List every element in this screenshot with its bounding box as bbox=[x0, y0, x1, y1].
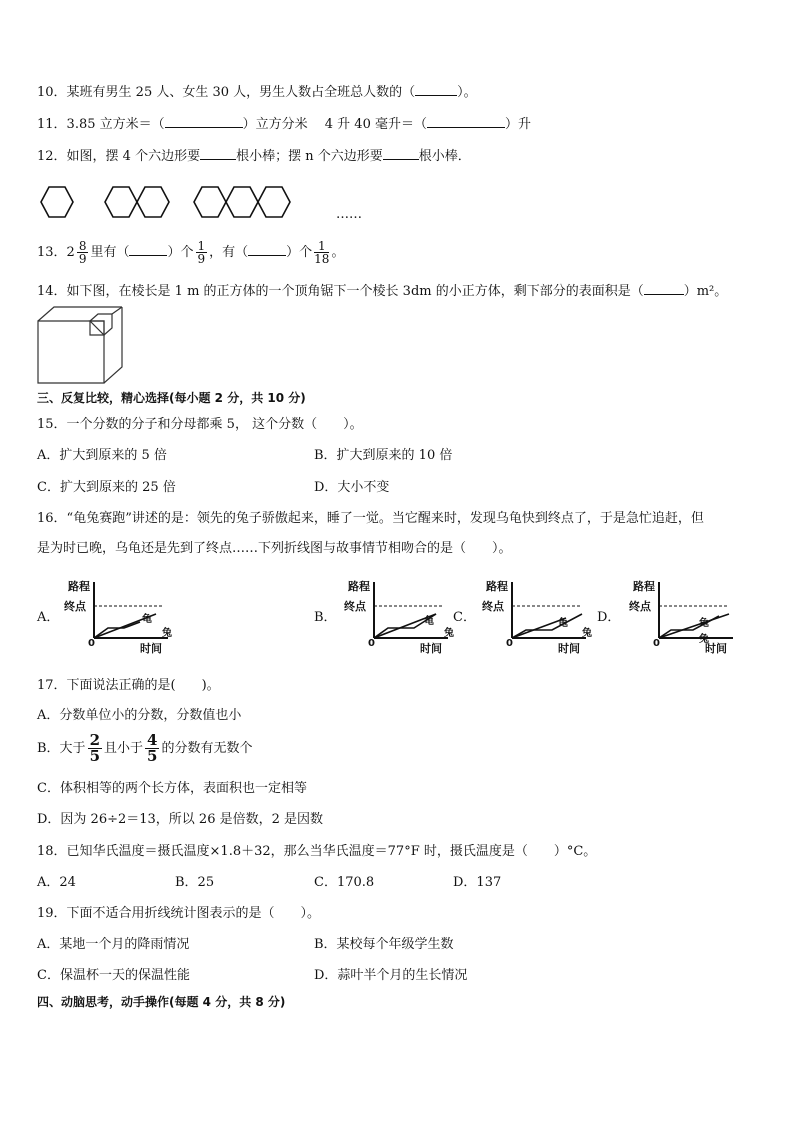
option-c[interactable]: C．170.8 bbox=[314, 875, 375, 890]
answer-blank[interactable] bbox=[200, 146, 236, 160]
fraction: $\frac{2}{5}$ bbox=[89, 731, 100, 765]
option-c[interactable]: C．保温杯一天的保温性能 bbox=[37, 968, 190, 983]
origin-label: 0 bbox=[506, 638, 513, 649]
option-b[interactable]: B．扩大到原来的 10 倍 bbox=[314, 448, 453, 463]
rabbit-label: 兔 bbox=[162, 628, 172, 639]
turtle-label: 龟 bbox=[142, 614, 152, 625]
hexagon-2b bbox=[137, 187, 169, 217]
option-a[interactable]: A．扩大到原来的 5 倍 bbox=[37, 448, 167, 463]
option-d[interactable]: D．因为 26÷2＝13，所以 26 是倍数，2 是因数 bbox=[37, 812, 324, 827]
origin-label: 0 bbox=[368, 638, 375, 649]
answer-blank[interactable] bbox=[248, 242, 286, 256]
x-axis-label: 时间 bbox=[558, 642, 580, 655]
hexagon-3b bbox=[226, 187, 258, 217]
y-axis-label: 路程 bbox=[486, 580, 508, 593]
x-axis-label: 时间 bbox=[420, 642, 442, 655]
rabbit-label: 兔 bbox=[582, 628, 592, 639]
answer-blank[interactable] bbox=[427, 114, 505, 128]
answer-blank[interactable] bbox=[129, 242, 167, 256]
option-d[interactable]: D．137 bbox=[453, 875, 502, 890]
question-12: 12．如图，摆 4 个六边形要 根小棒；摆 n 个六边形要 根小棒． bbox=[37, 146, 471, 166]
answer-blank[interactable] bbox=[383, 146, 419, 160]
x-axis-label: 时间 bbox=[705, 642, 727, 655]
section-4-heading: 四、动脑思考，动手操作(每题 4 分，共 8 分) bbox=[37, 995, 286, 1009]
option-c[interactable]: C．扩大到原来的 25 倍 bbox=[37, 480, 176, 495]
origin-label: 0 bbox=[88, 638, 95, 649]
question-11: 11．3.85 立方米＝（ ）立方分米 4 升 40 毫升＝（ ）升 bbox=[37, 114, 531, 134]
notch-front bbox=[90, 321, 104, 335]
finish-label: 终点 bbox=[344, 600, 366, 613]
rabbit-label: 兔 bbox=[444, 628, 454, 639]
turtle-label: 龟 bbox=[699, 618, 709, 629]
story-graph-a bbox=[60, 578, 170, 658]
cube-front bbox=[38, 321, 104, 383]
story-graph-c bbox=[478, 578, 592, 658]
option-b[interactable]: B．大于 $\frac{2}{5}$ 且小于 $\frac{4}{5}$ 的分数有无数个 bbox=[37, 731, 253, 765]
y-axis-label: 路程 bbox=[633, 580, 655, 593]
question-13: 13．2 $\frac{8}{9}$ 里有（ ）个 $\frac{1}{9}$ ，有（ ）个 $\frac{1}{18}$ 。 bbox=[37, 239, 345, 266]
fraction: $\frac{4}{5}$ bbox=[147, 731, 158, 765]
option-a-label[interactable]: A． bbox=[37, 610, 60, 625]
hexagon-2a bbox=[105, 187, 137, 217]
y-axis-label: 路程 bbox=[68, 580, 90, 593]
hexagon-3a bbox=[194, 187, 226, 217]
answer-blank[interactable] bbox=[415, 82, 457, 96]
option-a[interactable]: A．24 bbox=[37, 875, 76, 890]
finish-label: 终点 bbox=[482, 600, 504, 613]
option-b[interactable]: B．25 bbox=[175, 875, 215, 890]
option-c[interactable]: C．体积相等的两个长方体，表面积也一定相等 bbox=[37, 781, 307, 796]
finish-label: 终点 bbox=[629, 600, 651, 613]
fraction: $\frac{1}{18}$ bbox=[314, 239, 330, 266]
turtle-label: 龟 bbox=[424, 616, 434, 627]
question-18: 18．已知华氏温度＝摄氏温度×1.8＋32，那么当华氏温度＝77°F 时，摄氏温度是（ ）°C。 bbox=[37, 844, 597, 859]
option-d-label[interactable]: D． bbox=[597, 610, 621, 625]
story-graph-d bbox=[625, 578, 735, 658]
option-b[interactable]: B．某校每个年级学生数 bbox=[314, 937, 454, 952]
rabbit-label: 兔 bbox=[699, 634, 709, 645]
ellipsis: …… bbox=[336, 207, 362, 222]
option-b-label[interactable]: B． bbox=[314, 610, 337, 625]
story-graph-b bbox=[340, 578, 454, 658]
turtle-line bbox=[659, 614, 729, 638]
question-16-line2: 是为时已晚，乌龟还是先到了终点……下列折线图与故事情节相吻合的是（ ）。 bbox=[37, 541, 512, 556]
option-d[interactable]: D．蒜叶半个月的生长情况 bbox=[314, 968, 468, 983]
question-16-line1: 16．“龟兔赛跑”讲述的是：领先的兔子骄傲起来，睡了一觉。当它醒来时，发现乌龟快到终点了，于是急忙追赶，但 bbox=[37, 511, 704, 526]
option-d[interactable]: D．大小不变 bbox=[314, 480, 390, 495]
question-19: 19．下面不适合用折线统计图表示的是（ ）。 bbox=[37, 906, 321, 921]
hexagon-figure bbox=[36, 178, 366, 226]
y-axis-label: 路程 bbox=[348, 580, 370, 593]
finish-label: 终点 bbox=[64, 600, 86, 613]
question-10: 10．某班有男生 25 人、女生 30 人，男生人数占全班总人数的（ ）。 bbox=[37, 82, 477, 102]
fraction: $\frac{8}{9}$ bbox=[78, 239, 87, 266]
hexagon-3c bbox=[258, 187, 290, 217]
option-c-label[interactable]: C． bbox=[453, 610, 476, 625]
section-3-heading: 三、反复比较，精心选择(每小题 2 分，共 10 分) bbox=[37, 391, 306, 405]
question-17: 17．下面说法正确的是( )。 bbox=[37, 678, 220, 693]
option-a[interactable]: A．分数单位小的分数，分数值也小 bbox=[37, 708, 242, 723]
question-14: 14．如下图，在棱长是 1 m 的正方体的一个顶角锯下一个棱长 3dm 的小正方体，剩下部分的表面积是（ ）m²。 bbox=[37, 281, 727, 301]
answer-blank[interactable] bbox=[165, 114, 243, 128]
question-15: 15．一个分数的分子和分母都乘 5， 这个分数（ ）。 bbox=[37, 417, 363, 432]
hexagon-1 bbox=[41, 187, 73, 217]
turtle-label: 龟 bbox=[558, 618, 568, 629]
cube-figure bbox=[36, 305, 128, 385]
option-a[interactable]: A．某地一个月的降雨情况 bbox=[37, 937, 190, 952]
x-axis-label: 时间 bbox=[140, 642, 162, 655]
answer-blank[interactable] bbox=[644, 281, 684, 295]
cube-right bbox=[104, 307, 122, 383]
origin-label: 0 bbox=[653, 638, 660, 649]
fraction: $\frac{1}{9}$ bbox=[197, 239, 206, 266]
